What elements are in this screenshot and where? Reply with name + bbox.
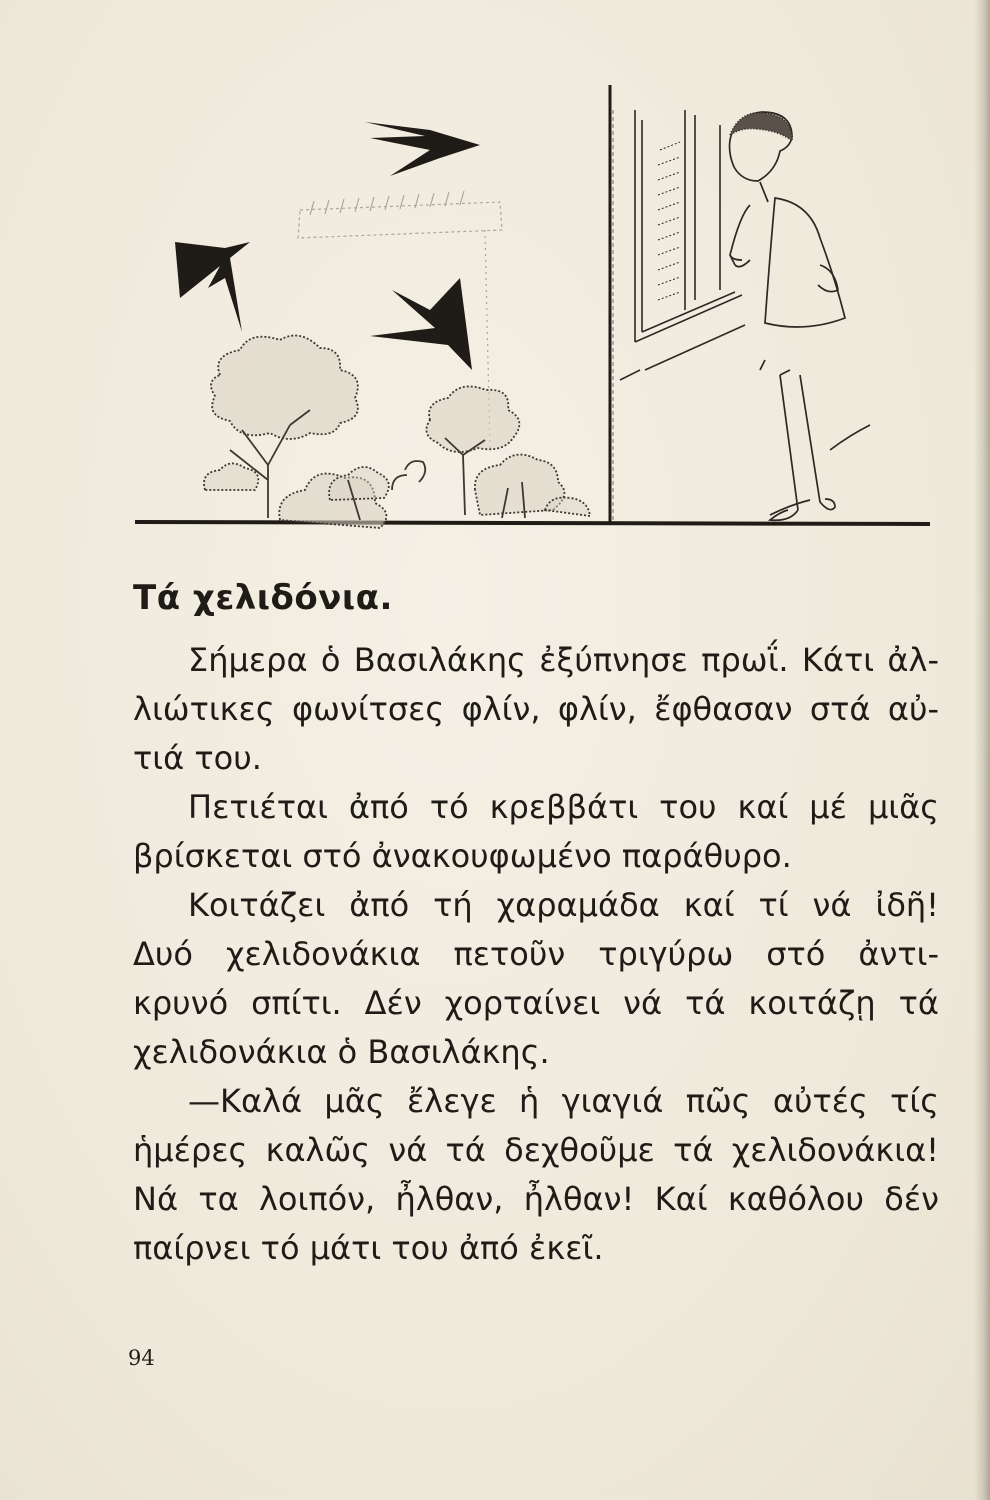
text-line: λιώτικες φωνίτσες φλίν, φλίν, ἔφθασαν στά αὐ- bbox=[133, 690, 939, 728]
text-line: Νά τα λοιπόν, ἦλθαν, ἦλθαν! Καί καθόλου δέν bbox=[133, 1180, 939, 1218]
page-number: 94 bbox=[128, 1346, 155, 1370]
text-line: τιά του. bbox=[133, 739, 262, 777]
window bbox=[620, 110, 745, 380]
chapter-title: Τά χελιδόνια. bbox=[133, 578, 393, 618]
swallow-bottom bbox=[370, 278, 472, 370]
illustration-drawing bbox=[130, 70, 940, 540]
text-line: βρίσκεται στό ἀνακουφωμένο παράθυρο. bbox=[133, 837, 792, 875]
text-line: —Καλά μᾶς ἔλεγε ἡ γιαγιά πῶς αὐτές τίς bbox=[188, 1082, 939, 1120]
page-edge-shadow bbox=[974, 0, 990, 1500]
text-line: Κοιτάζει ἀπό τή χαραμάδα καί τί νά ἰδῆ! bbox=[188, 886, 939, 924]
illustration bbox=[130, 70, 940, 540]
text-line: χελιδονάκια ὁ Βασιλάκης. bbox=[133, 1033, 550, 1071]
text-line: παίρνει τό μάτι του ἀπό ἐκεῖ. bbox=[133, 1229, 604, 1267]
text-line: Πετιέται ἀπό τό κρεββάτι του καί μέ μιᾶς bbox=[188, 788, 939, 826]
text-line: Δυό χελιδονάκια πετοῦν τριγύρω στό ἀντι- bbox=[133, 935, 939, 973]
text-line: Σήμερα ὁ Βασιλάκης ἐξύπνησε πρωΐ. Κάτι ἀλ- bbox=[188, 641, 939, 679]
swallow-top bbox=[365, 122, 480, 176]
tree-group-left bbox=[204, 336, 389, 529]
ground-line bbox=[135, 522, 930, 524]
panel-divider bbox=[610, 85, 613, 522]
text-line: ἡμέρες καλῶς νά τά δεχθοῦμε τά χελιδονάκια! bbox=[133, 1131, 939, 1169]
tree-group-right bbox=[392, 386, 590, 518]
text-line: κρυνό σπίτι. Δέν χορταίνει νά τά κοιτάζῃ τά bbox=[133, 984, 939, 1022]
body-text bbox=[133, 636, 939, 1273]
boy-figure bbox=[730, 112, 871, 520]
swallow-left bbox=[175, 242, 250, 332]
